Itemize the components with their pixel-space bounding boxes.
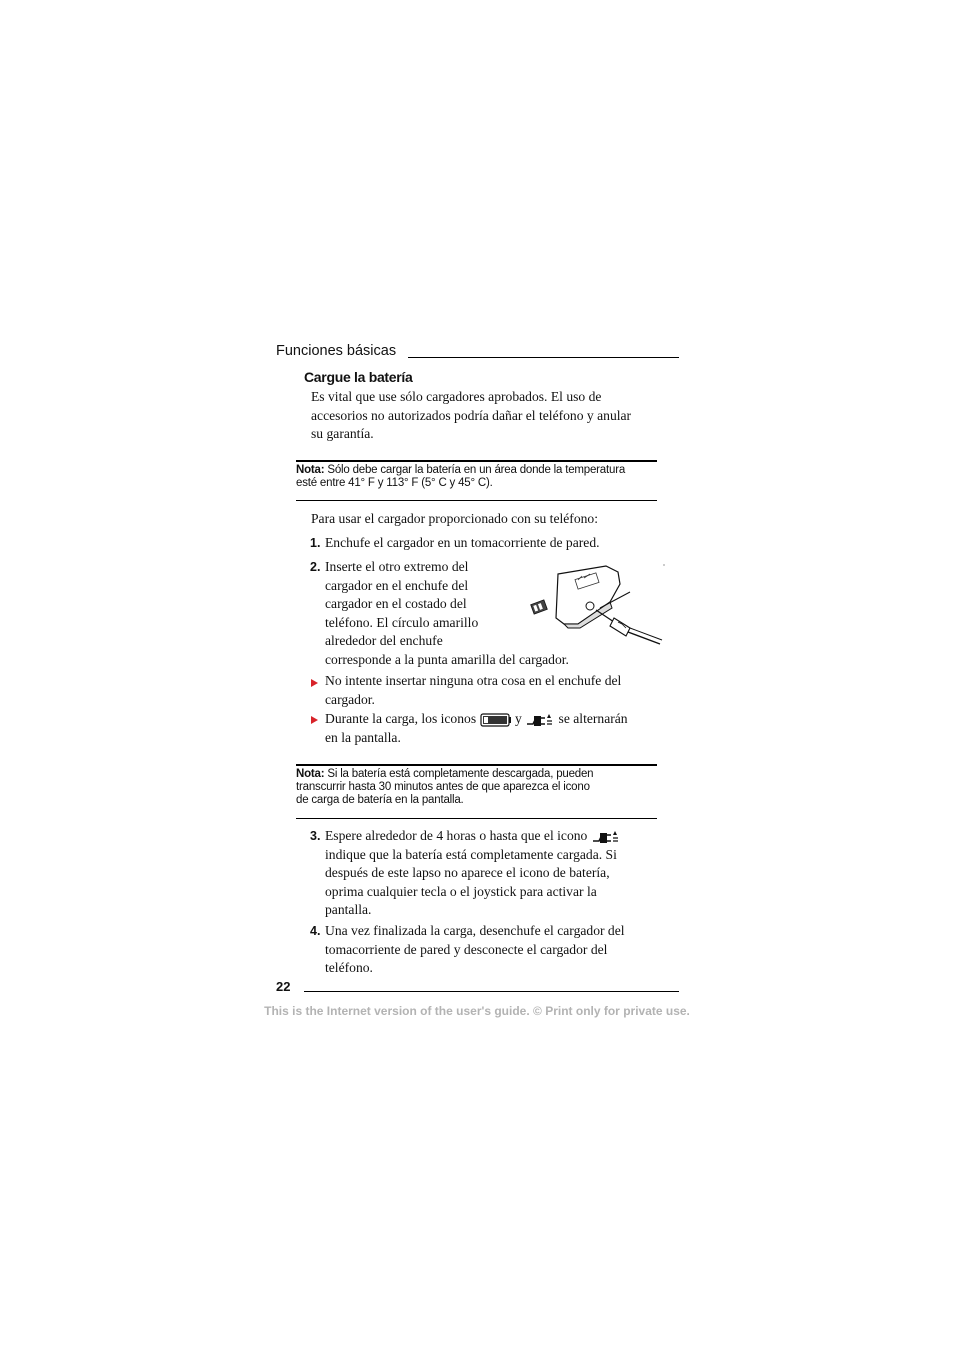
note-text: esté entre 41° F y 113° F (5° C y 45° C).	[296, 477, 493, 489]
note-bottom-rule	[296, 500, 657, 501]
intro-paragraph: Es vital que use sólo cargadores aprobados. El uso de accesorios no autorizados podría dañar el teléfono y anular su garantía.	[311, 389, 632, 441]
bullet-marker	[311, 716, 318, 724]
step-text: Enchufe el cargador en un tomacorriente de pared.	[325, 535, 600, 550]
step-number: 1.	[310, 536, 321, 550]
page-title: Cargue la batería	[304, 369, 413, 385]
note-label: Nota:	[296, 464, 325, 476]
charging-plug-icon	[591, 829, 621, 845]
step-text: Una vez finalizada la carga, desenchufe el cargador del tomacorriente de pared y desconecte el cargador del teléfono.	[325, 923, 625, 975]
section-header: Funciones básicas	[276, 343, 397, 359]
step-number: 3.	[310, 829, 321, 843]
disclaimer: This is the Internet version of the user's guide. © Print only for private use.	[264, 1004, 690, 1018]
note-temperature	[296, 464, 666, 490]
charging-plug-icon	[525, 712, 555, 728]
note-bottom-rule	[296, 818, 657, 819]
note-text: Si la batería está completamente descargada, pueden	[324, 768, 594, 780]
battery-icon	[480, 713, 512, 727]
step-number: 4.	[310, 924, 321, 938]
note-text: Sólo debe cargar la batería en un área donde la temperatura	[324, 464, 626, 476]
step-number: 2.	[310, 560, 321, 574]
note-top-rule	[296, 460, 657, 462]
note-text: de carga de batería en la pantalla.	[296, 794, 464, 806]
footer-rule	[304, 991, 679, 992]
bullet-marker	[311, 679, 318, 687]
note-top-rule	[296, 764, 657, 766]
note-text: transcurrir hasta 30 minutos antes de que aparezca el icono	[296, 781, 590, 793]
bullet-text: Durante la carga, los iconos y se alternarán en la pantalla.	[325, 711, 628, 745]
step-text: Espere alrededor de 4 horas o hasta que el icono indique que la batería está completamente cargada. Si después de este lapso no aparece el icono de batería, oprima cualquier tecla o el joystick para activar la pantalla.	[325, 827, 670, 920]
bullet-text: No intente insertar ninguna otra cosa en el enchufe del cargador.	[325, 673, 622, 707]
header-rule	[408, 357, 679, 358]
note-label: Nota:	[296, 768, 325, 780]
step-text: Inserte el otro extremo del cargador en el enchufe del cargador en el costado del teléfono. El círculo amarillo alrededor del enchufe corresponde a la punta amarilla del cargador.	[325, 559, 569, 667]
usage-intro: Para usar el cargador proporcionado con su teléfono:	[311, 511, 599, 526]
page-number: 22	[276, 979, 291, 994]
phone-charger-illustration	[518, 562, 666, 648]
note-charging-time	[296, 768, 666, 807]
